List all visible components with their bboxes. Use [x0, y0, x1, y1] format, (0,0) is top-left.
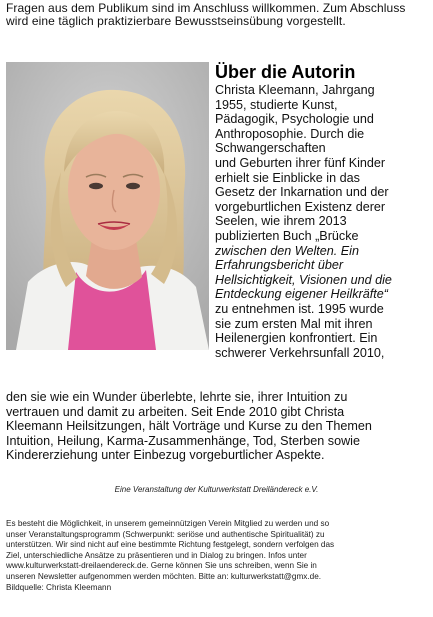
bio-line: Christa Kleemann, Jahrgang	[215, 83, 375, 97]
author-portrait-image	[6, 62, 209, 350]
bio-line: Kleemann Heilsitzungen, hält Vorträge und Kurse zu den Themen	[6, 419, 372, 434]
bio-line: sie zum ersten Mal mit ihren	[215, 316, 373, 331]
bio-line: 1955, studierte Kunst,	[215, 97, 338, 112]
footer-line: unser Veranstaltungsprogramm (Schwerpunkt: seriöse und authentische Spiritualität) zu	[6, 529, 325, 539]
about-author-heading: Über die Autorin	[215, 62, 356, 82]
bio-line: vertrauen und damit zu arbeiten. Seit Ende 2010 gibt Christa	[6, 404, 345, 419]
bio-line: erhielt sie Einblicke in das	[215, 170, 360, 185]
bio-line: zu entnehmen ist. 1995 wurde	[215, 301, 384, 316]
footer-line: Es besteht die Möglichkeit, in unserem gemeinnützigen Verein Mitglied zu werden und so	[6, 519, 330, 528]
bio-line-book-title: Hellsichtigkeit, Visionen und die	[215, 272, 392, 287]
footer-line: www.kulturwerkstatt-dreilaendereck.de. Gerne können Sie uns schreiben, wenn Sie in	[6, 561, 317, 571]
bio-line-book-title: zwischen den Welten. Ein	[215, 243, 359, 258]
event-organizer-line: Eine Veranstaltung der Kulturwerkstatt Dreiländereck e.V.	[114, 485, 319, 494]
bio-line: Gesetz der Inkarnation und der	[215, 185, 389, 200]
bio-line: Intuition, Heilung, Karma-Zusammenhänge, Tod, Sterben sowie	[6, 433, 360, 448]
bio-line: vorgeburtlichen Existenz derer	[215, 199, 386, 214]
photo-credit: Bildquelle: Christa Kleemann	[6, 582, 112, 592]
footer-line: Ziel, unterschiedliche Ansätze zu präsentieren und in Dialog zu bringen. Infos unter	[6, 550, 307, 560]
bio-line: Anthroposophie. Durch die	[215, 126, 365, 141]
bio-line-book-title: Erfahrungsbericht über	[215, 258, 344, 273]
bio-line-book-title-start: publizierten Buch „Brücke	[215, 228, 359, 243]
intro-paragraph: Fragen aus dem Publikum sind im Anschluss willkommen. Zum Abschluss wird eine täglich praktizierbare Bewusstseinsübung vorgestellt.	[6, 1, 406, 28]
footer-line: unterstützen. Wir sind nicht auf eine bestimmte Richtung festgelegt, sondern verfolgen das	[6, 540, 335, 550]
bio-line: Kindererziehung unter Einbezug vorgeburtlicher Aspekte.	[6, 448, 325, 463]
bio-line: Pädagogik, Psychologie und	[215, 112, 374, 127]
right-eye	[126, 183, 140, 189]
left-eye	[89, 183, 103, 189]
portrait-illustration	[6, 62, 209, 350]
footer-line: unseren Newsletter aufgenommen werden möchten. Bitte an: kulturwerkstatt@gmx.de.	[6, 571, 322, 581]
bio-line: Seelen, wie ihrem 2013	[215, 214, 347, 229]
bio-line: schwerer Verkehrsunfall 2010,	[215, 345, 385, 360]
bio-line: Heilenergien konfrontiert. Ein	[215, 331, 378, 346]
bio-line: und Geburten ihrer fünf Kinder	[215, 155, 386, 170]
bio-line-book-title: Entdeckung eigener Heilkräfte“	[215, 287, 388, 302]
footer-info	[6, 519, 428, 593]
bio-line: Schwangerschaften	[215, 141, 326, 156]
author-bio-top	[215, 83, 430, 360]
bio-line: den sie wie ein Wunder überlebte, lehrte sie, ihrer Intuition zu	[6, 390, 348, 404]
author-bio-bottom	[6, 390, 431, 463]
